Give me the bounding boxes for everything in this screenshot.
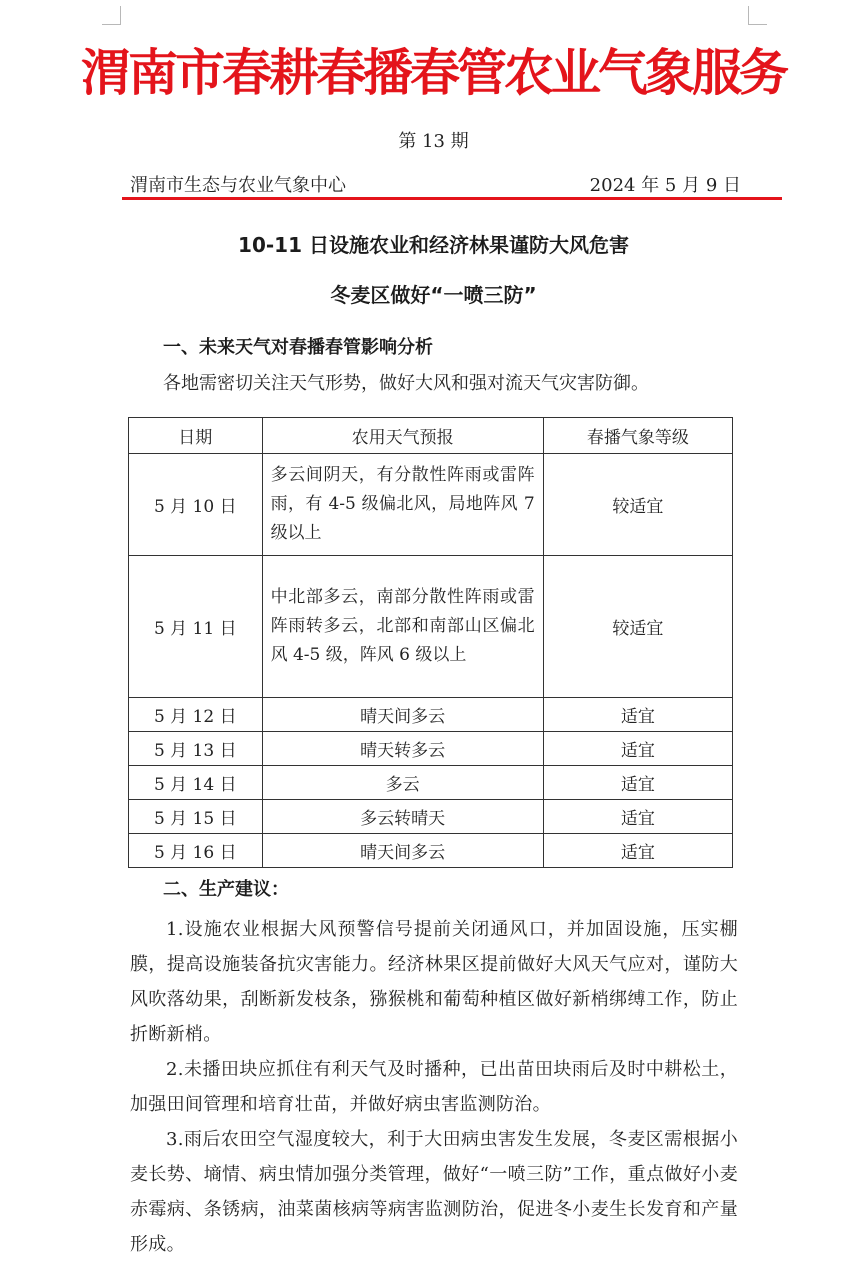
- table-row: [129, 454, 733, 556]
- cell-grade: 适宜: [543, 800, 732, 834]
- forecast-table: [128, 417, 733, 868]
- advice-paragraph-3: 3.雨后农田空气湿度较大，利于大田病虫害发生发展，冬麦区需根据小麦长势、墒情、病虫情加强分类管理，做好“一喷三防”工作，重点做好小麦赤霉病、条锈病，油菜菌核病等病害监测防治，促进冬小麦生长发育和产量形成。: [130, 1129, 738, 1255]
- headline-line-2: 冬麦区做好“一喷三防”: [330, 283, 537, 307]
- advice-paragraph-2: 2.未播田块应抓住有利天气及时播种，已出苗田块雨后及时中耕松土，加强田间管理和培育壮苗，并做好病虫害监测防治。: [130, 1059, 738, 1115]
- masthead-title: 渭南市春耕春播春管农业气象服务: [81, 44, 786, 102]
- cell-grade: 适宜: [543, 766, 732, 800]
- header-date: 日期: [129, 418, 263, 454]
- red-divider: [122, 197, 782, 200]
- cell-forecast: 多云: [262, 766, 543, 800]
- cell-date: 5 月 14 日: [129, 766, 263, 800]
- table-row: [129, 800, 733, 834]
- section-1-heading: 一、未来天气对春播春管影响分析: [163, 337, 433, 358]
- table-row: [129, 698, 733, 732]
- cell-grade: 较适宜: [543, 454, 732, 556]
- cell-grade: 较适宜: [543, 556, 732, 698]
- cell-date: 5 月 15 日: [129, 800, 263, 834]
- section-1-intro: 各地需密切关注天气形势，做好大风和强对流天气灾害防御。: [163, 373, 649, 394]
- cell-date: 5 月 16 日: [129, 834, 263, 868]
- cell-forecast: 多云间阴天，有分散性阵雨或雷阵雨，有 4-5 级偏北风，局地阵风 7 级以上: [262, 454, 543, 556]
- cell-date: 5 月 12 日: [129, 698, 263, 732]
- cell-forecast: 晴天间多云: [262, 834, 543, 868]
- header-grade: 春播气象等级: [543, 418, 732, 454]
- cell-date: 5 月 10 日: [129, 454, 263, 556]
- headline-line-1: 10-11 日设施农业和经济林果谨防大风危害: [238, 233, 629, 257]
- issue-number: 第 13 期: [398, 131, 469, 152]
- table-row: [129, 766, 733, 800]
- cell-date: 5 月 11 日: [129, 556, 263, 698]
- section-2-heading: 二、生产建议：: [163, 879, 289, 900]
- cell-date: 5 月 13 日: [129, 732, 263, 766]
- cell-forecast: 中北部多云，南部分散性阵雨或雷阵雨转多云，北部和南部山区偏北风 4-5 级，阵风 6 级以上: [262, 556, 543, 698]
- table-header-row: [129, 418, 733, 454]
- table-row: [129, 556, 733, 698]
- header-forecast: 农用天气预报: [262, 418, 543, 454]
- cell-forecast: 晴天转多云: [262, 732, 543, 766]
- cell-forecast: 多云转晴天: [262, 800, 543, 834]
- cell-grade: 适宜: [543, 698, 732, 732]
- cell-grade: 适宜: [543, 834, 732, 868]
- advice-paragraph-1: 1.设施农业根据大风预警信号提前关闭通风口，并加固设施，压实棚膜，提高设施装备抗灾害能力。经济林果区提前做好大风天气应对，谨防大风吹落幼果，刮断新发枝条，猕猴桃和葡萄种植区做好新梢绑缚工作，防止折断新梢。: [130, 919, 738, 1045]
- cell-grade: 适宜: [543, 732, 732, 766]
- crop-mark-right: [748, 6, 767, 25]
- crop-mark-left: [102, 6, 121, 25]
- table-row: [129, 834, 733, 868]
- publish-date: 2024 年 5 月 9 日: [589, 175, 741, 196]
- table-row: [129, 732, 733, 766]
- cell-forecast: 晴天间多云: [262, 698, 543, 732]
- issuer-name: 渭南市生态与农业气象中心: [130, 175, 346, 196]
